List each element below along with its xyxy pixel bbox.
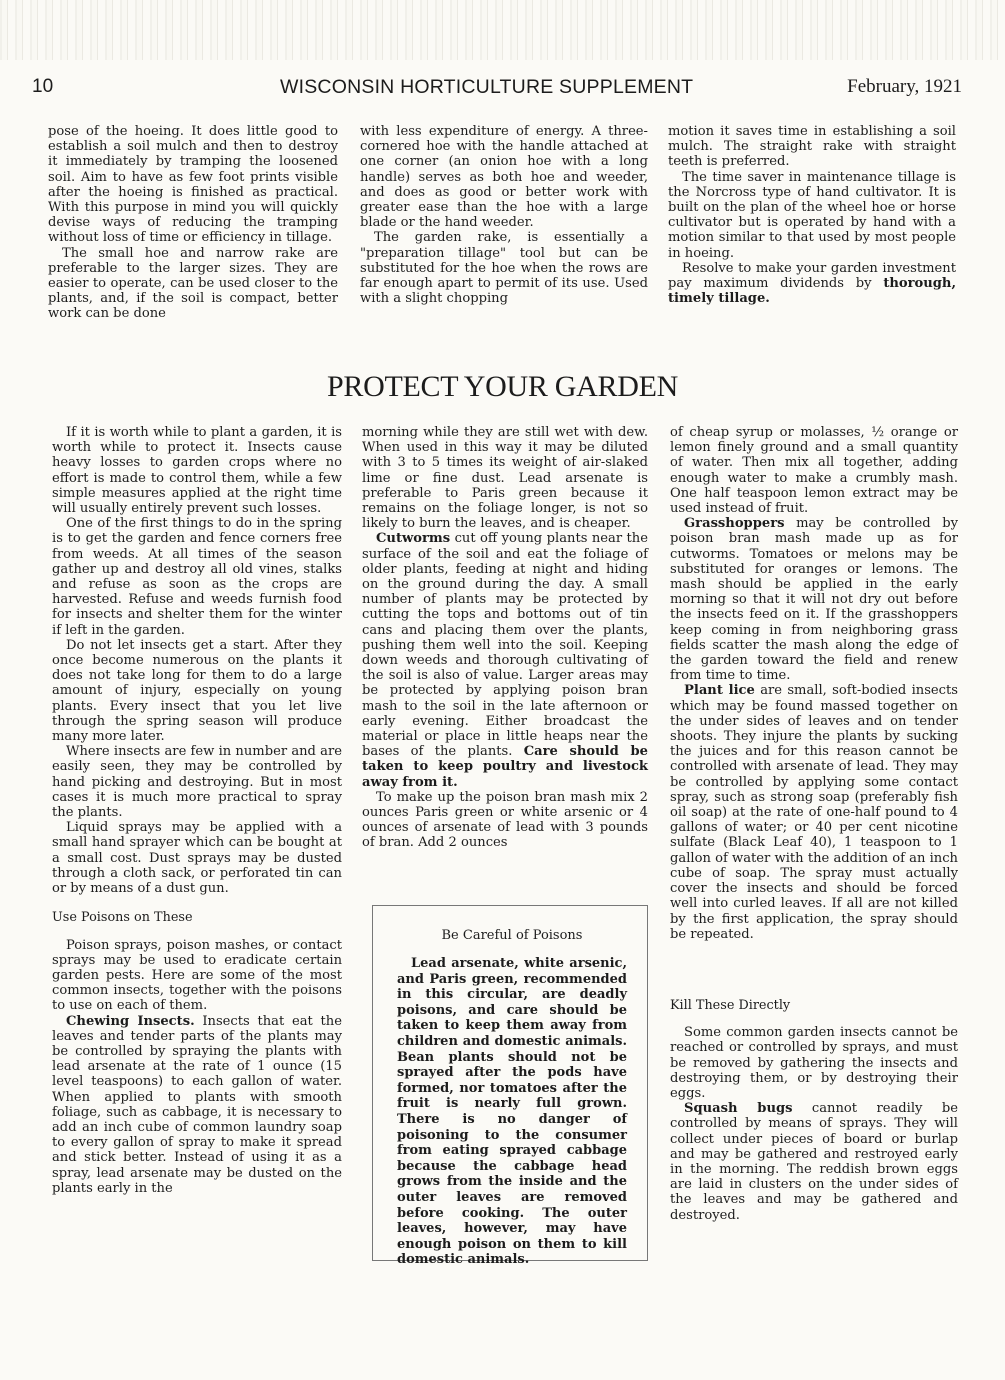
- emphasis-text: thorough, timely tillage.: [668, 276, 956, 307]
- paragraph-cutworms: [362, 531, 648, 789]
- paragraph: Some common garden insects cannot be reached or controlled by sprays, and must be removed by gathering the insects and destroying them, or by destroying their eggs.: [670, 1025, 958, 1101]
- term-grasshoppers: Grasshoppers: [684, 516, 785, 532]
- paragraph: The small hoe and narrow rake are preferable to the larger sizes. They are easier to operate, can be used closer to the plants, and, if the soil is compact, better work can be done: [48, 245, 338, 322]
- article-column-3: [670, 425, 958, 1223]
- article-column-2: [362, 425, 648, 851]
- paragraph: Poison sprays, poison mashes, or contact sprays may be used to eradicate certain garden pests. Here are some of the most common insects, together with the poisons to use on each of them.: [52, 937, 342, 1014]
- top-column-1: [48, 124, 338, 322]
- paragraph: The time saver in maintenance tillage is the Norcross type of hand cultivator. It is built on the plan of the wheel hoe or horse cultivator but is operated by hand with a motion similar to that used by most people in hoeing.: [668, 169, 956, 261]
- paragraph: morning while they are still wet with dew. When used in this way it may be diluted with 3 to 5 times its weight of air-slaked lime or fine dust. Lead arsenate is preferable to Paris green because it remains on the foliage longer, is not so likely to burn the leaves, and is cheaper.: [362, 425, 648, 532]
- term-chewing-insects: Chewing Insects.: [66, 1013, 195, 1029]
- scan-noise-band: [0, 0, 1005, 60]
- paragraph-squash-bugs: [670, 1101, 958, 1223]
- term-plant-lice: Plant lice: [684, 683, 755, 699]
- issue-date: February, 1921: [847, 76, 962, 97]
- subheading-poisons: Use Poisons on These: [52, 910, 193, 926]
- top-column-2: [360, 124, 648, 306]
- term-squash-bugs: Squash bugs: [684, 1101, 793, 1117]
- column-gap: [670, 942, 958, 984]
- paragraph-text: Resolve to make your garden investment pay maximum dividends by: [668, 260, 956, 292]
- paragraph: [668, 261, 956, 307]
- paragraph-grasshoppers: [670, 516, 958, 683]
- paragraph: One of the first things to do in the spring is to get the garden and fence corners free from weeds. At all times of the season gather up and destroy all old vines, stalks and refuse as soon as the crops are harvested. Refuse and weeds furnish food for insects and shelter them for the winter if left in the garden.: [52, 516, 342, 638]
- paragraph: motion it saves time in establishing a soil mulch. The straight rake with straight teeth is preferred.: [668, 124, 956, 170]
- paragraph-chewing-insects: [52, 1014, 342, 1196]
- paragraph: The garden rake, is essentially a "preparation tillage" tool but can be substituted for the hoe when the rows are far enough apart to permit of its use. Used with a slight chopping: [360, 230, 648, 307]
- warning-text: Care should be taken to keep poultry and livestock away from it.: [362, 744, 648, 790]
- article-column-1: [52, 425, 342, 1196]
- paragraph: If it is worth while to plant a garden, it is worth while to protect it. Insects cause heavy losses to garden crops where no effort is made to control them, while a few simple measures applied at the right time will usually entirely prevent such losses.: [52, 425, 342, 517]
- top-column-3: [668, 124, 956, 306]
- running-header: [32, 76, 962, 102]
- box-title: Be Careful of Poisons: [441, 928, 583, 943]
- paragraph: of cheap syrup or molasses, ½ orange or lemon finely ground and a small quantity of water. Then mix all together, adding enough water to make a crumbly mash. One half teaspoon lemon extract may be used instead of fruit.: [670, 425, 958, 517]
- paragraph: pose of the hoeing. It does little good to establish a soil mulch and then to destroy it immediately by tramping the loosened soil. Aim to have as few foot prints visible after the hoeing is finished as practical. With this purpose in mind you will quickly devise ways of reducing the tramping without loss of time or efficiency in tillage.: [48, 124, 338, 246]
- article-title: PROTECT YOUR GARDEN: [327, 370, 678, 403]
- subheading-kill-directly: Kill These Directly: [670, 997, 791, 1013]
- box-text: Lead arsenate, white arsenic, and Paris green, recommended in this circular, are deadly poisons, and care should be taken to keep them away from children and domestic animals. Bean plants should not be sprayed after the pods have formed, nor tomatoes after the fruit is nearly full grown. There is no danger of poisoning to the consumer from eating sprayed cabbage because the cabbage head grows from the inside and the outer leaves are removed before cooking. The outer leaves, however, may have enough poison on them to kill domestic animals.: [397, 956, 627, 1268]
- poison-warning-box: [372, 905, 648, 1268]
- paragraph-text: are small, soft-bodied insects which may be found massed together on the under sides of leaves and on tender shoots. They injure the plants by sucking the juices and for this reason cannot be controlled with arsenate of lead. They may be controlled by applying some contact spray, such as strong soap (preferably fish oil soap) at the rate of one-half pound to 4 gallons of water; or 40 per cent nicotine sulfate (Black Leaf 40), 1 teaspoon to 1 gallon of water with the addition of an inch cube of soap. The spray must actually cover the insects and should be forced well into curled leaves. If all are not killed by the first application, the spray should be repeated.: [670, 683, 958, 942]
- paragraph-text: may be controlled by poison bran mash made up as for cutworms. Tomatoes or melons may be substituted for oranges or lemons. The mash should be applied in the early morning so that it will not dry out before the insects feed on it. If the grasshoppers keep coming in from neighboring grass fields scatter the mash along the edge of the garden toward the field and renew from time to time.: [670, 516, 958, 684]
- page-number: 10: [32, 76, 54, 97]
- paragraph: Where insects are few in number and are easily seen, they may be controlled by hand picking and destroying. But in most cases it is much more practical to spray the plants.: [52, 744, 342, 821]
- paragraph: Liquid sprays may be applied with a small hand sprayer which can be bought at a small cost. Dust sprays may be dusted through a cloth sack, or perforated tin can or by means of a dust gun.: [52, 820, 342, 897]
- paragraph: To make up the poison bran mash mix 2 ounces Paris green or white arsenic or 4 ounces of arsenate of lead with 3 pounds of bran. Add 2 ounces: [362, 789, 648, 851]
- paragraph-text: cannot readily be controlled by means of sprays. They will collect under pieces of board or burlap and may be gathered and restroyed early in the morning. The reddish brown eggs are laid in clusters on the under sides of the leaves and may be gathered and destroyed.: [670, 1101, 958, 1223]
- paragraph-text: cut off young plants near the surface of the soil and eat the foliage of older plants, feeding at night and hiding on the ground during the day. A small number of plants may be protected by cutting the tops and bottoms out of tin cans and placing them over the plants, pushing them well into the soil. Keeping down weeds and thorough cultivating of the soil is also of value. Larger areas may be protected by applying poison bran mash to the soil in the late afternoon or early evening. Either broadcast the material or place in little heaps near the bases of the plants.: [362, 531, 648, 760]
- publication-title: WISCONSIN HORTICULTURE SUPPLEMENT: [280, 76, 694, 98]
- paragraph-text: Insects that eat the leaves and tender parts of the plants may be controlled by spraying the plants with lead arsenate at the rate of 1 ounce (15 level teaspoons) to each gallon of water. When applied to plants with smooth foliage, such as cabbage, it is necessary to add an inch cube of common laundry soap to every gallon of spray to make it spread and stick better. Instead of using it as a spray, lead arsenate may be dusted on the plants early in the: [52, 1013, 342, 1196]
- paragraph-plant-lice: [670, 683, 958, 941]
- paragraph: Do not let insects get a start. After they once become numerous on the plants it does not take long for them to do a large amount of injury, especially on young plants. Every insect that you let live through the spring season will produce many more later.: [52, 637, 342, 745]
- term-cutworms: Cutworms: [376, 531, 451, 547]
- paragraph: with less expenditure of energy. A three-cornered hoe with the handle attached at one corner (an onion hoe with a long handle) serves as both hoe and weeder, and does as good or better work with greater ease than the hoe with a large blade or the hand weeder.: [360, 124, 648, 231]
